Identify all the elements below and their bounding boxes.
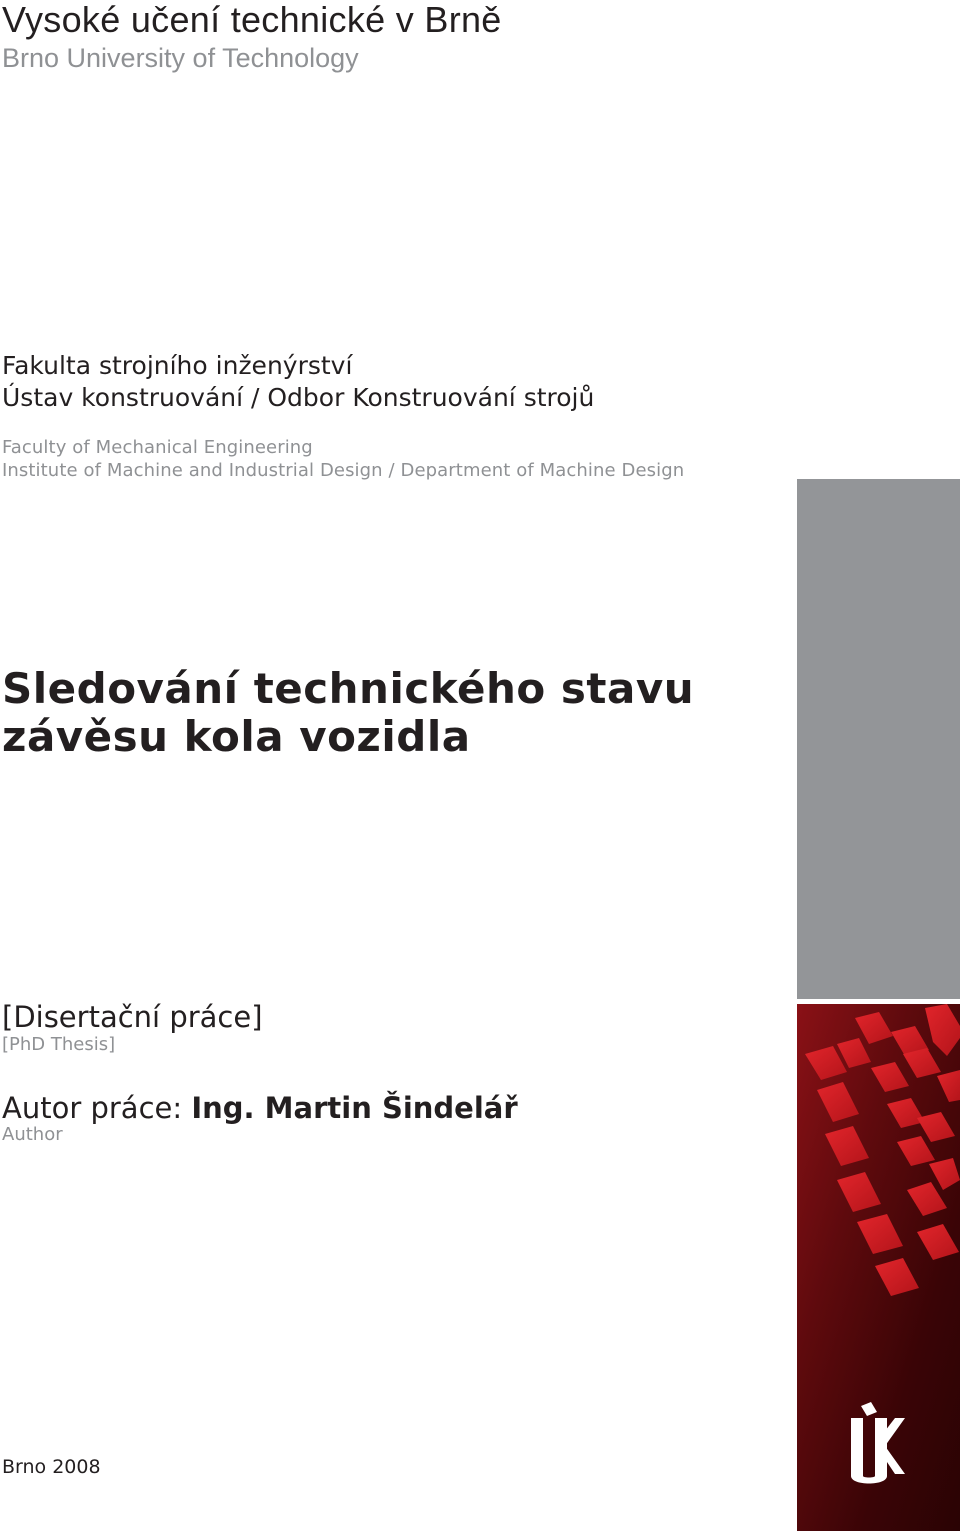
university-name-en: Brno University of Technology: [2, 43, 359, 73]
author-line: [2, 1091, 518, 1125]
institute-name-en: Institute of Machine and Industrial Design / Department of Machine Design: [2, 460, 685, 481]
red-decorative-panel: [797, 1004, 960, 1531]
author-label-en: Author: [2, 1124, 63, 1145]
institute-name-cz: Ústav konstruování / Odbor Konstruování strojů: [2, 383, 595, 412]
author-label-cz: Autor práce:: [2, 1091, 192, 1125]
thesis-type-cz: [Disertační práce]: [2, 1000, 263, 1034]
gray-decorative-panel: [797, 479, 960, 999]
thesis-title: [2, 665, 694, 761]
author-name: Ing. Martin Šindelář: [191, 1091, 518, 1125]
faculty-name-en: Faculty of Mechanical Engineering: [2, 437, 313, 458]
thesis-title-line-2: závěsu kola vozidla: [2, 712, 471, 761]
red-tiles-graphic: [797, 1004, 960, 1531]
place-year: Brno 2008: [2, 1456, 101, 1478]
university-name-cz: Vysoké učení technické v Brně: [2, 0, 502, 40]
thesis-type-en: [PhD Thesis]: [2, 1034, 116, 1055]
faculty-name-cz: Fakulta strojního inženýrství: [2, 351, 353, 380]
thesis-title-line-1: Sledování technického stavu: [2, 664, 695, 713]
